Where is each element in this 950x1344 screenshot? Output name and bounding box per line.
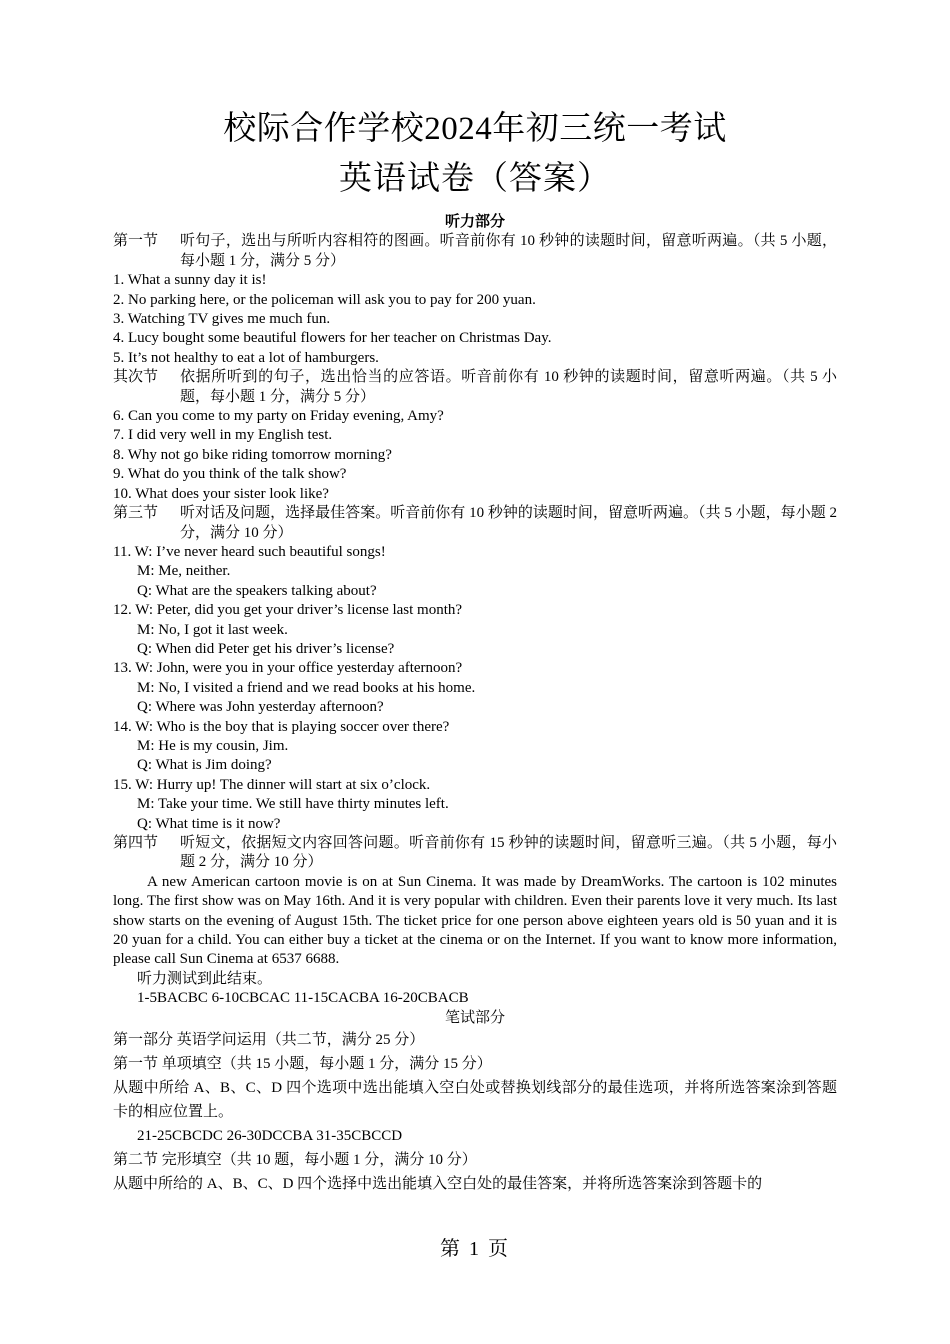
list-item: 7. I did very well in my English test. — [113, 427, 333, 444]
dialogue-question: Q: What is Jim doing? — [137, 757, 272, 774]
section-instruction: 听句子，选出与所听内容相符的图画。听音前你有 10 秒钟的读题时间，留意听两遍。（共 5 小题，每小题 1 分，满分 5 分） — [180, 233, 837, 269]
list-item: 6. Can you come to my party on Friday evening, Amy? — [113, 408, 444, 425]
dialogue-line: M: He is my cousin, Jim. — [137, 737, 289, 754]
listening-heading: 听力部分 — [444, 214, 505, 230]
listening-section-3 — [113, 504, 837, 543]
dialogue-line: M: Me, neither. — [137, 563, 231, 580]
sec1-instruction: 从题中所给 A、B、C、D 四个选项中选出能填入空白处或替换划线部分的最佳选项，并将所选答案涂到答题卡的相应位置上。 — [113, 1080, 837, 1121]
dialogue-14 — [113, 718, 837, 776]
listening-section-4 — [113, 834, 837, 873]
listening-end-note: 听力测试到此结束。 — [137, 970, 273, 987]
list-item: 3. Watching TV gives me much fun. — [113, 311, 331, 328]
section-instruction: 听对话及问题，选择最佳答案。听音前你有 10 秒钟的读题时间，留意听两遍。（共 5 小题，每小题 2 分，满分 10 分） — [180, 505, 837, 541]
section-label: 第一节 — [113, 233, 159, 250]
dialogue-line: 15. W: Hurry up! The dinner will start at six o’clock. — [113, 776, 431, 793]
sec2-title: 第二节 完形填空（共 10 题，每小题 1 分，满分 10 分） — [113, 1152, 477, 1169]
section-label: 第四节 — [113, 835, 159, 851]
dialogue-line: M: No, I got it last week. — [137, 621, 288, 638]
sec1-answers: 21-25CBCDC 26-30DCCBA 31-35CBCCD — [137, 1128, 403, 1145]
dialogue-11 — [113, 543, 837, 601]
sec2-instruction: 从题中所给的 A、B、C、D 四个选择中选出能填入空白处的最佳答案，并将所选答案涂到答题卡的 — [113, 1176, 763, 1193]
list-item: 10. What does your sister look like? — [113, 485, 329, 502]
list-item: 4. Lucy bought some beautiful flowers for her teacher on Christmas Day. — [113, 330, 552, 347]
list-item: 5. It’s not healthy to eat a lot of hamburgers. — [113, 349, 379, 366]
list-item: 2. No parking here, or the policeman will ask you to pay for 200 yuan. — [113, 291, 536, 308]
dialogue-12 — [113, 601, 837, 659]
dialogue-line: 14. W: Who is the boy that is playing soccer over there? — [113, 718, 450, 735]
listening-section-2 — [113, 368, 837, 407]
page-number: 第 1 页 — [440, 1238, 510, 1260]
listening-passage: A new American cartoon movie is on at Sun Cinema. It was made by DreamWorks. The cartoon is 102 minutes long. The first show was on May 16th. And it is very popular with children. Even their parents love it very much. Its last show starts on the evening of August 15th. The ticket price for one person above eighteen years old is 50 yuan and it is 20 yuan for a child. You can either buy a ticket at the cinema or on the Internet. If you want to know more information, please call Sun Cinema at 6537 6688. — [113, 873, 837, 968]
list-item: 8. Why not go bike riding tomorrow morning? — [113, 446, 392, 463]
dialogue-15 — [113, 776, 837, 834]
exam-subtitle: 英语试卷（答案） — [339, 161, 611, 197]
dialogue-line: M: Take your time. We still have thirty minutes left. — [137, 796, 449, 813]
written-heading: 笔试部分 — [444, 1009, 505, 1026]
list-item: 1. What a sunny day it is! — [113, 272, 267, 289]
dialogue-line: 11. W: I’ve never heard such beautiful songs! — [113, 543, 386, 560]
section-label: 第三节 — [113, 505, 159, 522]
part1-title: 第一部分 英语学问运用（共二节，满分 25 分） — [113, 1032, 425, 1049]
listening-section-1 — [113, 232, 837, 271]
dialogue-question: Q: When did Peter get his driver’s license? — [137, 640, 395, 657]
section-instruction: 依据所听到的句子，选出恰当的应答语。听音前你有 10 秒钟的读题时间，留意听两遍。（共 5 小题，每小题 1 分，满分 5 分） — [180, 369, 837, 405]
section-instruction: 听短文，依据短文内容回答问题。听音前你有 15 秒钟的读题时间，留意听三遍。（共 5 小题，每小题 2 分，满分 10 分） — [180, 835, 837, 871]
section-label: 其次节 — [113, 369, 159, 386]
page-content — [113, 213, 837, 1196]
dialogue-question: Q: Where was John yesterday afternoon? — [137, 699, 384, 716]
dialogue-line: M: No, I visited a friend and we read books at his home. — [137, 679, 476, 696]
dialogue-question: Q: What time is it now? — [137, 815, 281, 832]
list-item: 9. What do you think of the talk show? — [113, 466, 347, 483]
dialogue-line: 13. W: John, were you in your office yesterday afternoon? — [113, 660, 463, 677]
dialogue-question: Q: What are the speakers talking about? — [137, 582, 377, 599]
dialogue-line: 12. W: Peter, did you get your driver’s license last month? — [113, 602, 463, 619]
listening-answers: 1-5BACBC 6-10CBCAC 11-15CACBA 16-20CBACB — [137, 990, 469, 1007]
dialogue-13 — [113, 659, 837, 717]
exam-title: 校际合作学校2024年初三统一考试 — [223, 111, 727, 147]
sec1-title: 第一节 单项填空（共 15 小题，每小题 1 分，满分 15 分） — [113, 1056, 492, 1073]
